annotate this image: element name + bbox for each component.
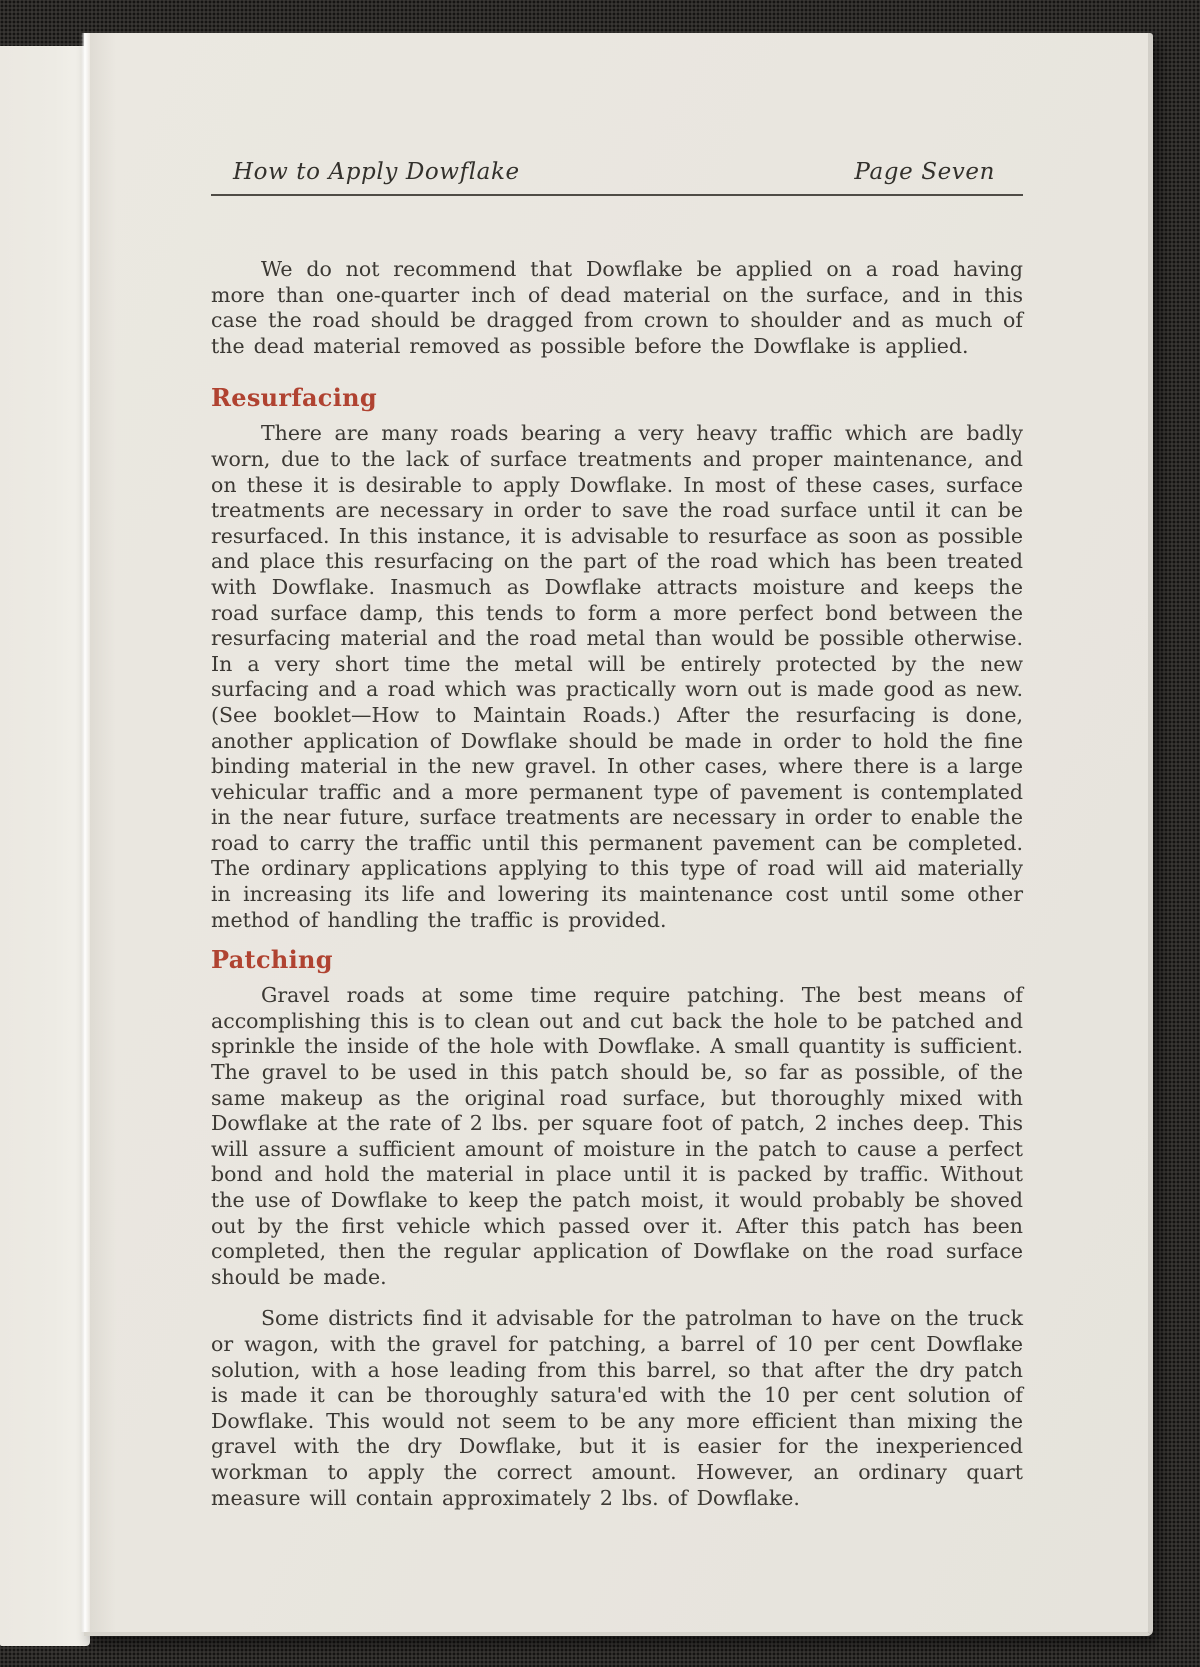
page-content xyxy=(211,33,1023,1511)
running-header-page-number: Page Seven xyxy=(854,159,995,185)
paragraph-patching-2: Some districts find it advisable for the patrolman to have on the truck or wagon, with the gravel for patching, a barrel of 10 per cent Dowflake solution, with a hose leading from this barrel, so that after the dry patch is made it can be thoroughly satura'ed with the 10 per cent solution of Dowflake. This would not seem to be any more efficient than mixing the gravel with the dry Dowflake, but it is easier for the inexperienced workman to apply the correct amount. However, an ordinary quart measure will contain approximately 2 lbs. of Dowflake. xyxy=(211,1306,1023,1510)
paragraph-patching-1: Gravel roads at some time require patching. The best means of accomplishing this is to clean out and cut back the hole to be patched and sprinkle the inside of the hole with Dowflake. A small quantity is sufficient. The gravel to be used in this patch should be, so far as possible, of the same makeup as the original road surface, but thoroughly mixed with Dowflake at the rate of 2 lbs. per square foot of patch, 2 inches deep. This will assure a sufficient amount of moisture in the patch to cause a perfect bond and hold the material in place until it is packed by traffic. Without the use of Dowflake to keep the patch moist, it would probably be shoved out by the first vehicle which passed over it. After this patch has been completed, then the regular application of Dowflake on the road surface should be made. xyxy=(211,983,1023,1289)
heading-resurfacing: Resurfacing xyxy=(211,383,377,413)
booklet-underlying-page-edges xyxy=(0,46,90,1646)
header-rule xyxy=(211,194,1023,196)
heading-patching: Patching xyxy=(211,945,333,975)
paragraph-intro: We do not recommend that Dowflake be applied on a road having more than one-quarter inch of dead material on the surface, and in this case the road should be dragged from crown to shoulder and as much of the dead material removed as possible before the Dowflake is applied. xyxy=(211,257,1023,358)
running-header xyxy=(211,159,1023,185)
running-header-title: How to Apply Dowflake xyxy=(233,159,520,185)
booklet-page xyxy=(84,33,1153,1636)
paragraph-resurfacing: There are many roads bearing a very heavy traffic which are badly worn, due to the lack of surface treatments and proper maintenance, and on these it is desirable to apply Dowflake. In most of these cases, surface treatments are necessary in order to save the road surface until it can be resurfaced. In this instance, it is advisable to resurface as soon as possible and place this resurfacing on the part of the road which has been treated with Dowflake. Inasmuch as Dowflake attracts moisture and keeps the road surface damp, this tends to form a more perfect bond between the resurfacing material and the road metal than would be possible otherwise. In a very short time the metal will be entirely protected by the new surfacing and a road which was practically worn out is made good as new. (See booklet—How to Maintain Roads.) After the resurfacing is done, another application of Dowflake should be made in order to hold the fine binding material in the new gravel. In other cases, where there is a large vehicular traffic and a more permanent type of pavement is contemplated in the near future, surface treatments are necessary in order to enable the road to carry the traffic until this permanent pavement can be completed. The ordinary applications applying to this type of road will aid materially in increasing its life and lowering its maintenance cost until some other method of handling the traffic is provided. xyxy=(211,421,1023,932)
